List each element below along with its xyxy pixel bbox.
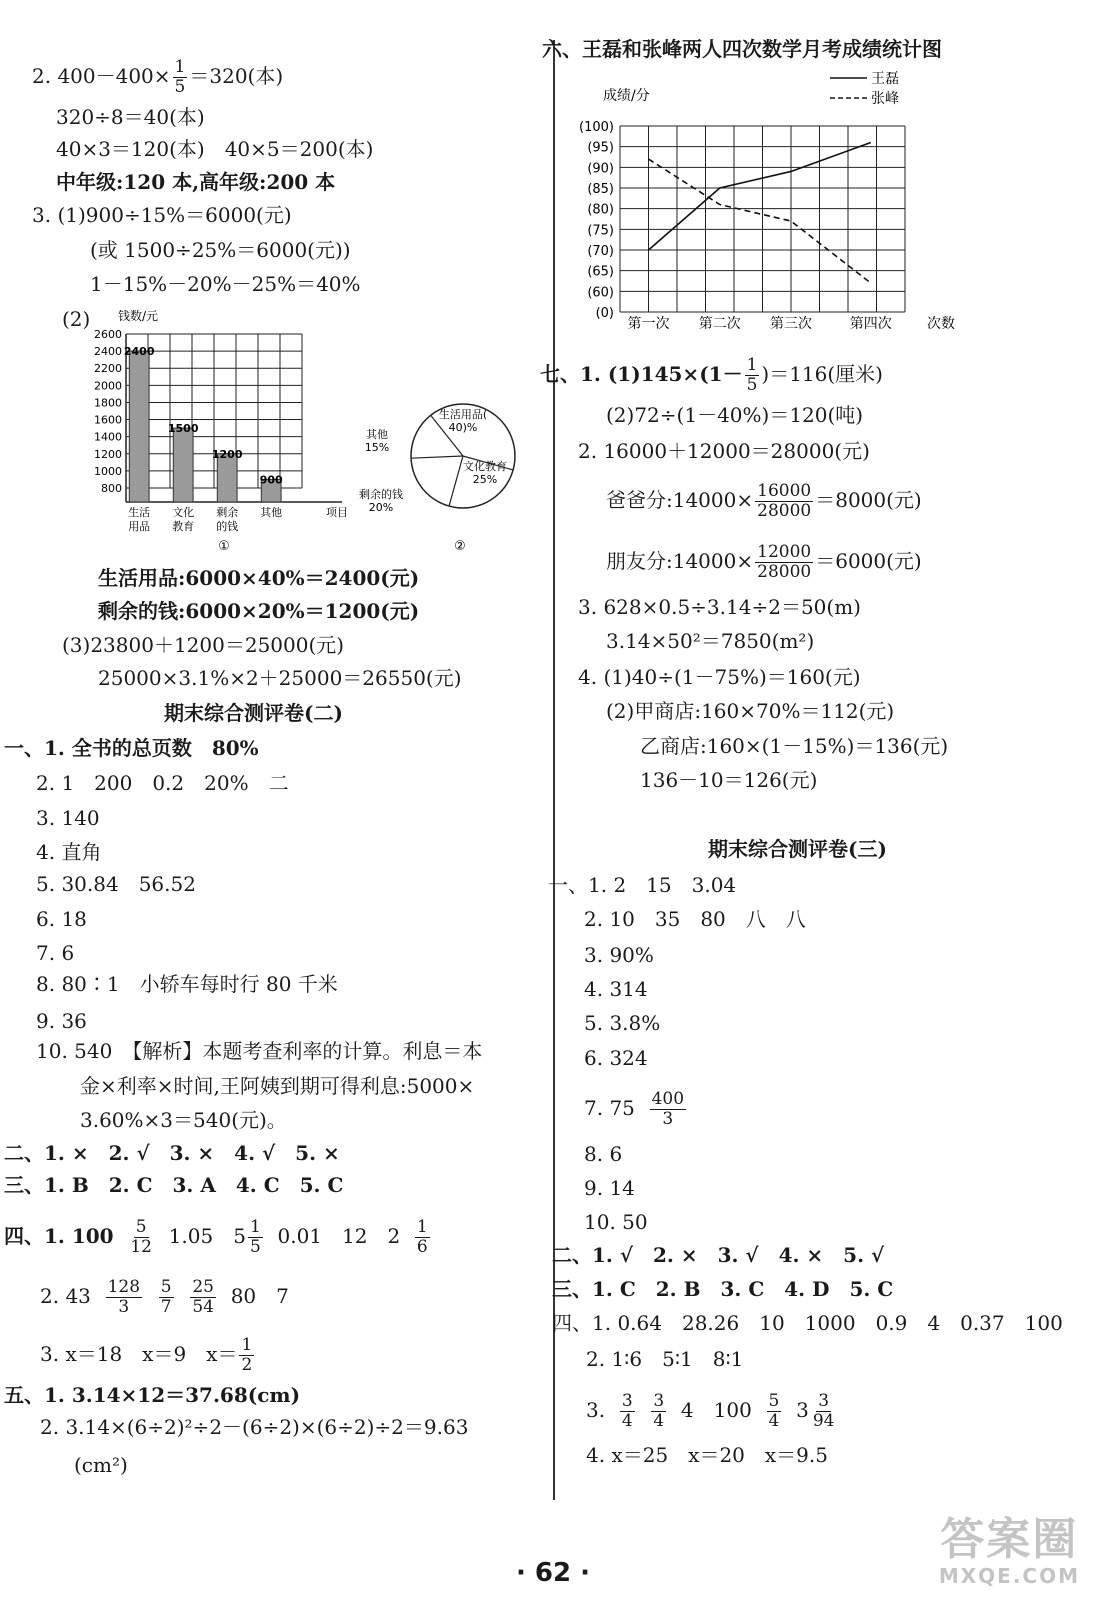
numerator: 3	[653, 1391, 665, 1411]
numerator: 5	[135, 1217, 147, 1237]
denominator: 54	[192, 1297, 214, 1317]
legend-label: 张峰	[871, 91, 899, 107]
line-category-label: 第一次	[627, 316, 670, 332]
exam3-s1-2: 2. 10 35 80 八 八	[584, 907, 806, 931]
denominator: 5	[746, 375, 758, 395]
exam2-s1-1: 一、1. 全书的总页数 80%	[4, 736, 259, 760]
exam2-title: 期末综合测评卷(二)	[164, 701, 343, 725]
line-y-tick: (65)	[587, 264, 614, 280]
fraction	[811, 1392, 837, 1431]
exam2-s1-6: 6. 18	[36, 907, 87, 931]
pie-slice-label: 20%	[368, 501, 394, 514]
text: 2. 43	[40, 1284, 91, 1308]
denominator: 28000	[757, 562, 812, 582]
fraction	[106, 1278, 142, 1317]
text: )＝116(厘米)	[761, 362, 883, 386]
denominator: 6	[416, 1237, 428, 1257]
numerator: 25	[192, 1277, 214, 1297]
exam2-s7-1c: (2)72÷(1－40%)＝120(吨)	[606, 403, 864, 427]
numerator: 3	[818, 1391, 830, 1411]
bar-category-label: 用品	[128, 520, 151, 533]
answer-2-line4: 中年级:120 本,高年级:200 本	[56, 170, 336, 194]
line-chart	[575, 66, 975, 336]
bar-y-tick: 1600	[94, 413, 122, 427]
numerator: 400	[651, 1089, 685, 1109]
fraction	[767, 1392, 782, 1431]
exam3-s1-3: 3. 90%	[584, 943, 654, 967]
fraction	[239, 1336, 254, 1375]
denominator: 4	[621, 1411, 633, 1431]
answer-3-line4: 生活用品:6000×40%＝2400(元)	[98, 566, 420, 590]
answer-3-line2: (或 1500÷25%＝6000(元))	[90, 238, 351, 262]
numerator: 1	[416, 1217, 428, 1237]
text: 3.	[586, 1398, 606, 1422]
text: 0.01 12 2	[277, 1224, 401, 1248]
fraction	[248, 1218, 263, 1257]
bar-category-label: 生活	[128, 506, 151, 519]
line-category-label: 第三次	[770, 316, 812, 332]
answer-3-line1: 3. (1)900÷15%＝6000(元)	[32, 203, 292, 227]
pie-slice-label: 生活用品(	[438, 408, 488, 421]
pie-caption: ②	[454, 539, 466, 554]
exam2-s1-7: 7. 6	[36, 941, 75, 965]
exam3-s1-4: 4. 314	[584, 977, 648, 1001]
exam3-s3: 三、1. C 2. B 3. C 4. D 5. C	[552, 1277, 894, 1301]
text: 80 7	[230, 1284, 289, 1308]
text: 朋友分:14000×	[606, 549, 754, 573]
bar-y-tick: 2600	[94, 328, 122, 341]
bar-y-tick: 2400	[94, 345, 122, 359]
exam2-s1-10a: 10. 540 【解析】本题考查利率的计算。利息＝本	[36, 1039, 483, 1063]
exam2-s4-3	[40, 1336, 256, 1375]
line-y-tick: (85)	[587, 182, 614, 197]
numerator: 1	[249, 1217, 261, 1237]
exam3-s1-7	[584, 1090, 688, 1129]
line-series	[649, 143, 871, 250]
pie-slice-edge	[449, 456, 463, 506]
exam2-s7-1	[540, 356, 883, 395]
numerator: 5	[160, 1277, 172, 1297]
exam2-s4-2	[40, 1278, 289, 1317]
bar-category-label: 剩余	[216, 506, 239, 519]
exam2-s7-2c	[606, 543, 922, 582]
bar-value-label: 1200	[211, 447, 243, 461]
bar-chart	[80, 302, 360, 552]
line-y-tick: (80)	[587, 202, 614, 218]
denominator: 5	[249, 1237, 261, 1257]
numerator: 16000	[757, 481, 812, 501]
watermark-logo	[939, 1516, 1080, 1588]
pie-slice-edge	[411, 456, 463, 458]
exam2-s7-4b: (2)甲商店:160×70%＝112(元)	[606, 699, 895, 723]
exam3-s2: 二、1. √ 2. × 3. √ 4. × 5. √	[552, 1243, 885, 1267]
fraction	[415, 1218, 430, 1257]
bar-category-label: 其他	[260, 506, 283, 519]
bar-y-tick: 2000	[94, 379, 122, 393]
exam2-s7-4d: 136－10＝126(元)	[640, 768, 818, 792]
line-category-label: 第二次	[698, 316, 741, 332]
exam2-s5-2: 2. 3.14×(6÷2)²÷2－(6÷2)×(6÷2)÷2＝9.63	[40, 1415, 469, 1439]
fraction	[620, 1392, 635, 1431]
denominator: 5	[174, 77, 186, 97]
exam2-s7-4a: 4. (1)40÷(1－75%)＝160(元)	[578, 665, 861, 689]
exam3-s1-6: 6. 324	[584, 1046, 648, 1070]
line-y-tick: (100)	[579, 120, 614, 135]
numerator: 12000	[757, 542, 812, 562]
text: 爸爸分:14000×	[606, 488, 754, 512]
pie-chart	[355, 388, 535, 558]
answer-2-line3: 40×3＝120(本) 40×5＝200(本)	[56, 137, 374, 161]
exam3-s4-3	[586, 1392, 838, 1431]
pie-slice-label: 剩余的钱	[359, 488, 403, 501]
answer-2-line1	[32, 58, 283, 97]
numerator: 1	[746, 355, 758, 375]
bar-y-tick: 2200	[94, 362, 122, 376]
exam2-s3: 三、1. B 2. C 3. A 4. C 5. C	[4, 1173, 344, 1197]
watermark-url: MXQE.COM	[938, 1564, 1080, 1588]
fraction	[173, 58, 188, 97]
text: ＝8000(元)	[815, 488, 922, 512]
exam2-s1-10c: 3.60%×3＝540(元)。	[80, 1108, 287, 1132]
text: 3	[796, 1398, 809, 1422]
text: ＝6000(元)	[815, 549, 922, 573]
bar-y-tick: 1200	[94, 447, 122, 461]
text: 2. 400－400×	[32, 64, 171, 88]
exam3-s1-10: 10. 50	[584, 1210, 648, 1234]
exam2-s7-3b: 3.14×50²＝7850(m²)	[606, 629, 815, 653]
pie-slice-label: 25%	[472, 473, 498, 486]
bar-caption: ①	[218, 539, 230, 552]
watermark-title: 答案圈	[940, 1514, 1079, 1565]
answer-2-line2: 320÷8＝40(本)	[56, 105, 205, 129]
text: 4 100	[680, 1398, 752, 1422]
bar-xlabel: 项目	[326, 506, 348, 519]
text: 四、1. 100	[4, 1224, 114, 1248]
bar-y-tick: 1800	[94, 396, 122, 410]
exam3-s1-5: 5. 3.8%	[584, 1011, 661, 1035]
line-ylabel: 成绩/分	[603, 88, 650, 104]
bar-ylabel: 钱数/元	[118, 309, 159, 323]
exam3-s1-8: 8. 6	[584, 1142, 623, 1166]
denominator: 3	[118, 1297, 130, 1317]
exam2-s4-1	[4, 1218, 432, 1257]
denominator: 4	[768, 1411, 780, 1431]
bar-category-label: 文化	[172, 506, 195, 519]
bar	[173, 428, 193, 502]
numerator: 128	[107, 1277, 141, 1297]
bar-y-tick: 800	[101, 482, 122, 495]
numerator: 1	[241, 1335, 253, 1355]
line-y-tick: (0)	[595, 306, 614, 321]
bar	[217, 454, 237, 502]
numerator: 5	[768, 1391, 780, 1411]
fraction	[745, 356, 760, 395]
exam3-s4-4: 4. x＝25 x＝20 x＝9.5	[586, 1443, 828, 1467]
exam2-s1-5: 5. 30.84 56.52	[36, 872, 196, 896]
answer-3-line3: 1－15%－20%－25%＝40%	[90, 272, 361, 296]
bar-y-tick: 1400	[94, 430, 122, 444]
answer-3-line6: (3)23800＋1200＝25000(元)	[62, 633, 345, 657]
fraction	[128, 1218, 154, 1257]
line-y-tick: (95)	[587, 140, 614, 156]
denominator: 94	[812, 1411, 835, 1431]
exam2-s1-3: 3. 140	[36, 806, 100, 830]
bar	[129, 351, 149, 502]
numerator: 1	[174, 57, 186, 77]
exam3-s1-9: 9. 14	[584, 1176, 635, 1200]
text: ＝320(本)	[189, 64, 284, 88]
text: 3. x＝18 x＝9 x＝	[40, 1342, 238, 1366]
fraction	[190, 1278, 216, 1317]
legend-label: 王磊	[871, 71, 899, 87]
line-y-tick: (90)	[587, 161, 614, 177]
exam3-s1-1: 一、1. 2 15 3.04	[548, 873, 737, 897]
exam2-s7-3a: 3. 628×0.5÷3.14÷2＝50(m)	[578, 595, 861, 619]
denominator: 4	[653, 1411, 665, 1431]
exam3-title: 期末综合测评卷(三)	[708, 837, 887, 861]
pie-slice-label: 文化教育	[463, 460, 507, 473]
line-xlabel: 次数	[927, 316, 955, 332]
page-number: · 62 ·	[515, 1558, 591, 1588]
answer-3-sub2: (2)	[62, 307, 91, 331]
denominator: 3	[662, 1109, 674, 1129]
denominator: 12	[130, 1237, 152, 1257]
denominator: 7	[160, 1297, 172, 1317]
exam2-s1-4: 4. 直角	[36, 840, 102, 864]
exam2-s2: 二、1. × 2. √ 3. × 4. √ 5. ×	[4, 1141, 340, 1165]
exam2-s1-9: 9. 36	[36, 1009, 87, 1033]
bar-category-label: 的钱	[216, 520, 239, 533]
text: 1.05 5	[168, 1224, 246, 1248]
line-chart-title: 六、王磊和张峰两人四次数学月考成绩统计图	[542, 37, 942, 61]
bar-value-label: 2400	[123, 345, 155, 359]
fraction	[650, 1090, 686, 1129]
fraction	[651, 1392, 666, 1431]
bar-value-label: 900	[259, 473, 283, 487]
pie-slice-label: 其他	[366, 428, 388, 441]
text: 七、1. (1)145×(1－	[540, 362, 743, 386]
exam2-s7-4c: 乙商店:160×(1－15%)＝136(元)	[640, 734, 949, 758]
pie-slice-label: 40)%	[448, 421, 478, 434]
line-y-tick: (70)	[587, 244, 614, 259]
line-category-label: 第四次	[849, 316, 892, 332]
exam2-s1-10b: 金×利率×时间,王阿姨到期可得利息:5000×	[80, 1074, 475, 1098]
numerator: 3	[621, 1391, 633, 1411]
text: 7. 75	[584, 1096, 635, 1120]
fraction	[755, 543, 813, 582]
answer-3-line5: 剩余的钱:6000×20%＝1200(元)	[98, 599, 420, 623]
exam2-s7-2a: 2. 16000＋12000＝28000(元)	[578, 439, 870, 463]
bar-category-label: 教育	[172, 520, 195, 533]
answer-3-line7: 25000×3.1%×2＋25000＝26550(元)	[98, 666, 462, 690]
bar-value-label: 1500	[167, 422, 199, 436]
bar-y-tick: 1000	[94, 464, 122, 478]
exam3-s4-2: 2. 1∶6 5∶1 8∶1	[586, 1347, 744, 1371]
exam3-s4-1: 四、1. 0.64 28.26 10 1000 0.9 4 0.37 100	[552, 1311, 1063, 1335]
fraction	[159, 1278, 174, 1317]
exam2-s5-1: 五、1. 3.14×12＝37.68(cm)	[4, 1383, 301, 1407]
exam2-s1-2: 2. 1 200 0.2 20% 二	[36, 771, 289, 795]
exam2-s7-2b	[606, 482, 922, 521]
fraction	[755, 482, 813, 521]
exam2-s5-2b: (cm²)	[74, 1453, 128, 1477]
exam2-s1-8: 8. 80∶1 小轿车每时行 80 千米	[36, 972, 338, 996]
denominator: 2	[241, 1355, 253, 1375]
line-y-tick: (75)	[587, 223, 614, 239]
line-y-tick: (60)	[587, 285, 614, 301]
pie-slice-label: 15%	[364, 441, 390, 454]
denominator: 28000	[757, 501, 812, 521]
